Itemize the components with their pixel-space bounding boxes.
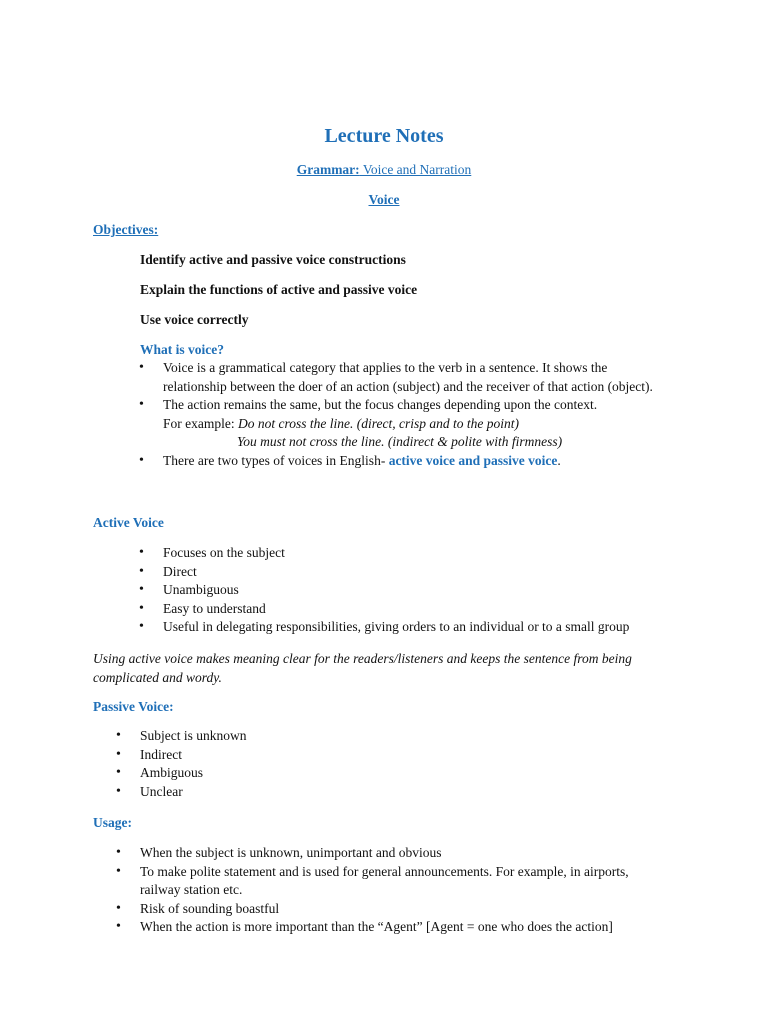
list-item: • Useful in delegating responsibilities, giving orders to an individual or to a small group — [163, 618, 683, 637]
bullet-text: Voice is a grammatical category that applies to the verb in a sentence. It shows the relationship between the doer of an action (subject) and the receiver of that action (object). — [163, 360, 653, 394]
list-item: • Unambiguous — [163, 581, 683, 600]
list-item: • Subject is unknown — [140, 727, 660, 746]
usage-list — [140, 844, 670, 937]
list-item: • When the subject is unknown, unimportant and obvious — [140, 844, 670, 863]
example-indirect: You must not cross the line. (indirect & polite with firmness) — [237, 434, 563, 449]
example-direct: Do not cross the line. (direct, crisp and to the point) — [237, 415, 519, 431]
objective-item: Identify active and passive voice constructions — [140, 252, 406, 267]
active-voice-note: Using active voice makes meaning clear for the readers/listeners and keeps the sentence from being complicated and wordy. — [93, 651, 632, 685]
list-item: • To make polite statement and is used for general announcements. For example, in airports, railway station etc. — [140, 863, 670, 900]
what-is-voice-list — [163, 359, 653, 470]
objective-item: Explain the functions of active and passive voice — [140, 282, 418, 297]
page-title: Lecture Notes — [324, 125, 444, 147]
active-voice-heading: Active Voice — [93, 515, 164, 530]
list-item — [163, 396, 653, 452]
objective-item: Use voice correctly — [140, 312, 249, 327]
bullet-text: The action remains the same, but the focus changes depending upon the context. — [163, 397, 598, 412]
punctuation: . — [557, 452, 561, 468]
usage-heading: Usage: — [93, 815, 132, 830]
list-item: • Indirect — [140, 746, 660, 765]
list-item: • Focuses on the subject — [163, 544, 683, 563]
list-item: • Unclear — [140, 783, 660, 802]
passive-voice-list — [140, 727, 660, 801]
list-item — [163, 359, 653, 396]
what-is-voice-heading: What is voice? — [140, 342, 224, 357]
active-voice-list — [163, 544, 683, 637]
passive-voice-heading: Passive Voice: — [93, 699, 174, 714]
list-item: • Risk of sounding boastful — [140, 900, 670, 919]
list-item: • Direct — [163, 563, 683, 582]
subtitle-rest: Voice and Narration — [359, 162, 472, 177]
section-title: Voice — [368, 192, 400, 207]
objectives-heading: Objectives: — [93, 222, 159, 237]
subtitle-label: Grammar: — [296, 162, 360, 177]
list-item — [163, 452, 653, 471]
list-item: • When the action is more important than the “Agent” [Agent = one who does the action] — [140, 918, 670, 937]
list-item: • Ambiguous — [140, 764, 660, 783]
highlight-text: active voice and passive voice — [388, 452, 558, 468]
example-prefix: For example: — [163, 415, 238, 431]
bullet-text: There are two types of voices in English- — [163, 452, 389, 468]
page-subtitle — [0, 161, 768, 180]
list-item: • Easy to understand — [163, 600, 683, 619]
